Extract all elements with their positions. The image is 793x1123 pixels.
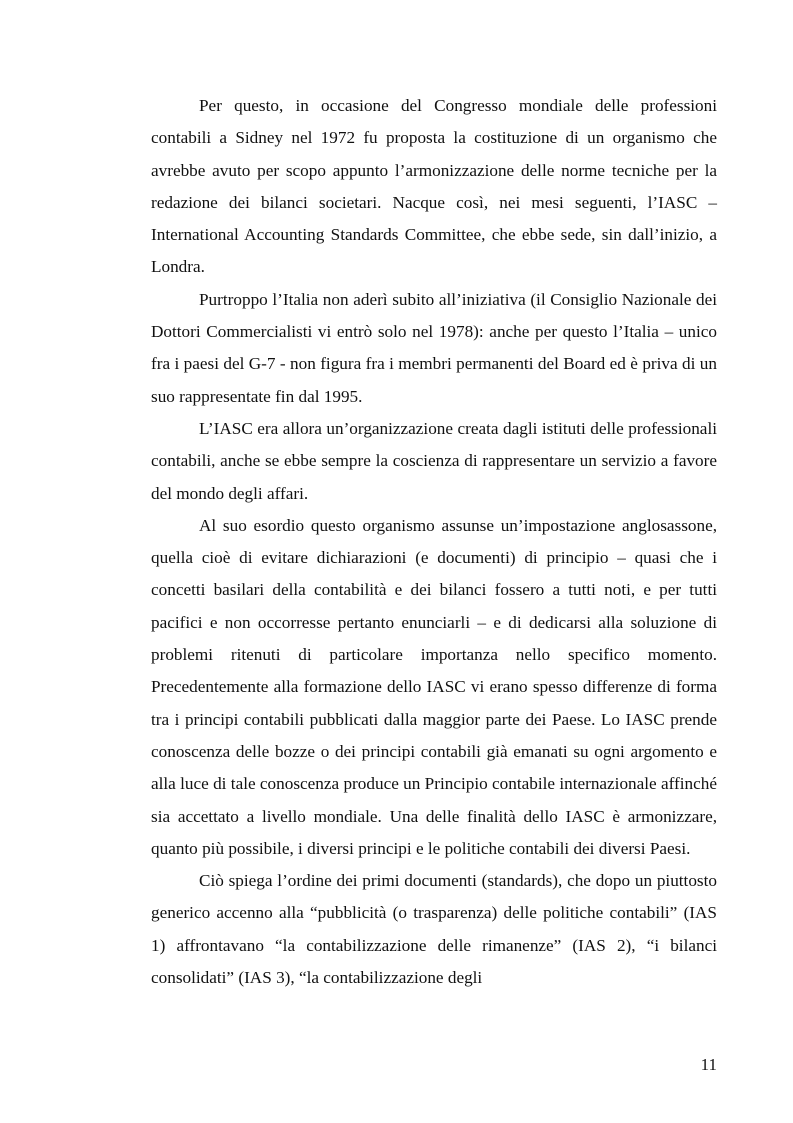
body-text xyxy=(151,90,717,994)
paragraph-1: Per questo, in occasione del Congresso mondiale delle professioni contabili a Sidney nel 1972 fu proposta la costituzione di un organismo che avrebbe avuto per scopo appunto l’armonizzazione delle norme tecniche per la redazione dei bilanci societari. Nacque così, nei mesi seguenti, l’IASC – International Accounting Standards Committee, che ebbe sede, sin dall’inizio, a Londra. xyxy=(151,96,717,277)
page-number: 11 xyxy=(700,1055,717,1074)
paragraph-4: Al suo esordio questo organismo assunse un’impostazione anglosassone, quella cioè di evitare dichiarazioni (e documenti) di principio – quasi che i concetti basilari della contabilità e dei bilanci fossero a tutti noti, e per tutti pacifici e non occorresse pertanto enunciarli – e di dedicarsi alla soluzione di problemi ritenuti di particolare importanza nello specifico momento. Precedentemente alla formazione dello IASC vi erano spesso differenze di forma tra i principi contabili pubblicati dalla maggior parte dei Paese. Lo IASC prende conoscenza delle bozze o dei principi contabili già emanati su ogni argomento e alla luce di tale conoscenza produce un Principio contabile internazionale affinché sia accettato a livello mondiale. Una delle finalità dello IASC è armonizzare, quanto più possibile, i diversi principi e le politiche contabili dei diversi Paesi. xyxy=(151,515,717,858)
paragraph-2: Purtroppo l’Italia non aderì subito all’iniziativa (il Consiglio Nazionale dei Dottori Commercialisti vi entrò solo nel 1978): anche per questo l’Italia – unico fra i paesi del G-7 - non figura fra i membri permanenti del Board ed è priva di un suo rappresentate fin dal 1995. xyxy=(151,289,717,406)
paragraph-3: L’IASC era allora un’organizzazione creata dagli istituti delle professionali contabili, anche se ebbe sempre la coscienza di rappresentare un servizio a favore del mondo degli affari. xyxy=(151,418,717,503)
paragraph-5: Ciò spiega l’ordine dei primi documenti (standards), che dopo un piuttosto generico accenno alla “pubblicità (o trasparenza) delle politiche contabili” (IAS 1) affrontavano “la contabilizzazione delle rimanenze” (IAS 2), “i bilanci consolidati” (IAS 3), “la contabilizzazione degli xyxy=(151,871,717,988)
